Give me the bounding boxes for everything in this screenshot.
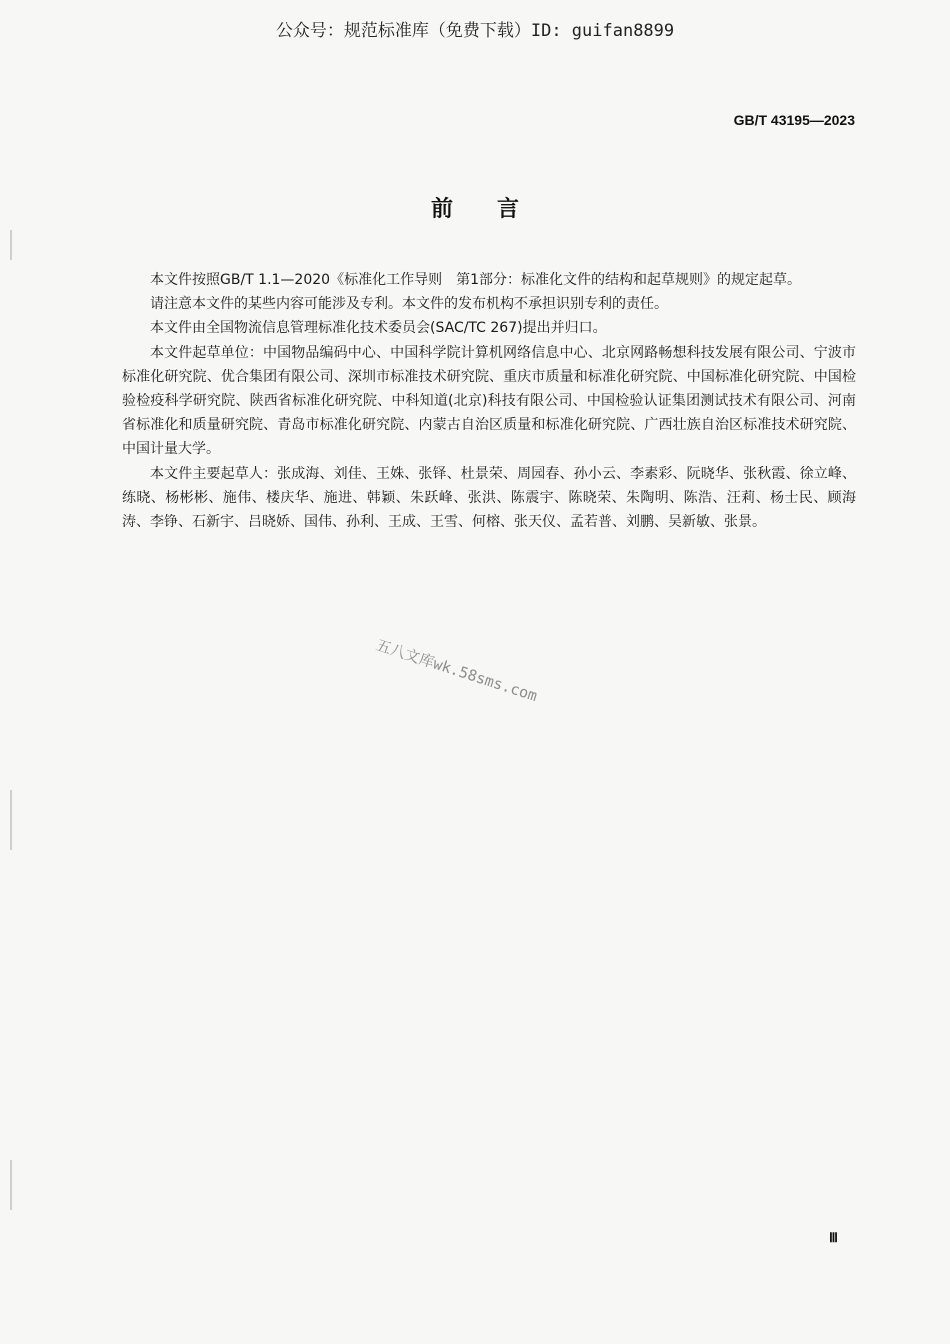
paragraph-drafting-rules: 本文件按照GB/T 1.1—2020《标准化工作导则 第1部分：标准化文件的结构和起草规则》的规定起草。	[150, 272, 801, 288]
foreword-body	[122, 268, 856, 534]
top-banner: 公众号：规范标准库（免费下载）ID: guifan8899	[275, 21, 675, 41]
paragraph-proposer: 本文件由全国物流信息管理标准化技术委员会(SAC/TC 267)提出并归口。	[150, 320, 607, 337]
paragraph-drafters: 本文件主要起草人：张成海、刘佳、王姝、张铎、杜景荣、周园春、孙小云、李素彩、阮晓华、张秋霞、徐立峰、练晓、杨彬彬、施伟、楼庆华、施进、韩颖、朱跃峰、张洪、陈震宇、陈晓荣、朱陶明、陈浩、汪莉、杨士民、顾海涛、李铮、石新宇、吕晓娇、国伟、孙利、王成、王雪、何榕、张天仪、孟若普、刘鹏、吴新敏、张景。	[122, 465, 856, 531]
page-title: 前言	[430, 197, 563, 222]
watermark: 五八文库wk.58sms.com	[373, 635, 540, 706]
standard-code: GB/T 43195—2023	[733, 112, 855, 128]
paragraph-patent-notice: 请注意本文件的某些内容可能涉及专利。本文件的发布机构不承担识别专利的责任。	[150, 296, 668, 313]
page-number: Ⅲ	[829, 1230, 838, 1245]
scan-edge-mark	[10, 230, 12, 260]
scan-edge-mark	[10, 1160, 12, 1210]
scan-edge-mark	[10, 790, 12, 850]
paragraph-drafting-units: 本文件起草单位：中国物品编码中心、中国科学院计算机网络信息中心、北京网路畅想科技发展有限公司、宁波市标准化研究院、优合集团有限公司、深圳市标准技术研究院、重庆市质量和标准化研究院、中国标准化研究院、中国检验检疫科学研究院、陕西省标准化研究院、中科知道(北京)科技有限公司、中国检验认证集团测试技术有限公司、河南省标准化和质量研究院、青岛市标准化研究院、内蒙古自治区质量和标准化研究院、广西壮族自治区标准技术研究院、中国计量大学。	[122, 344, 856, 458]
